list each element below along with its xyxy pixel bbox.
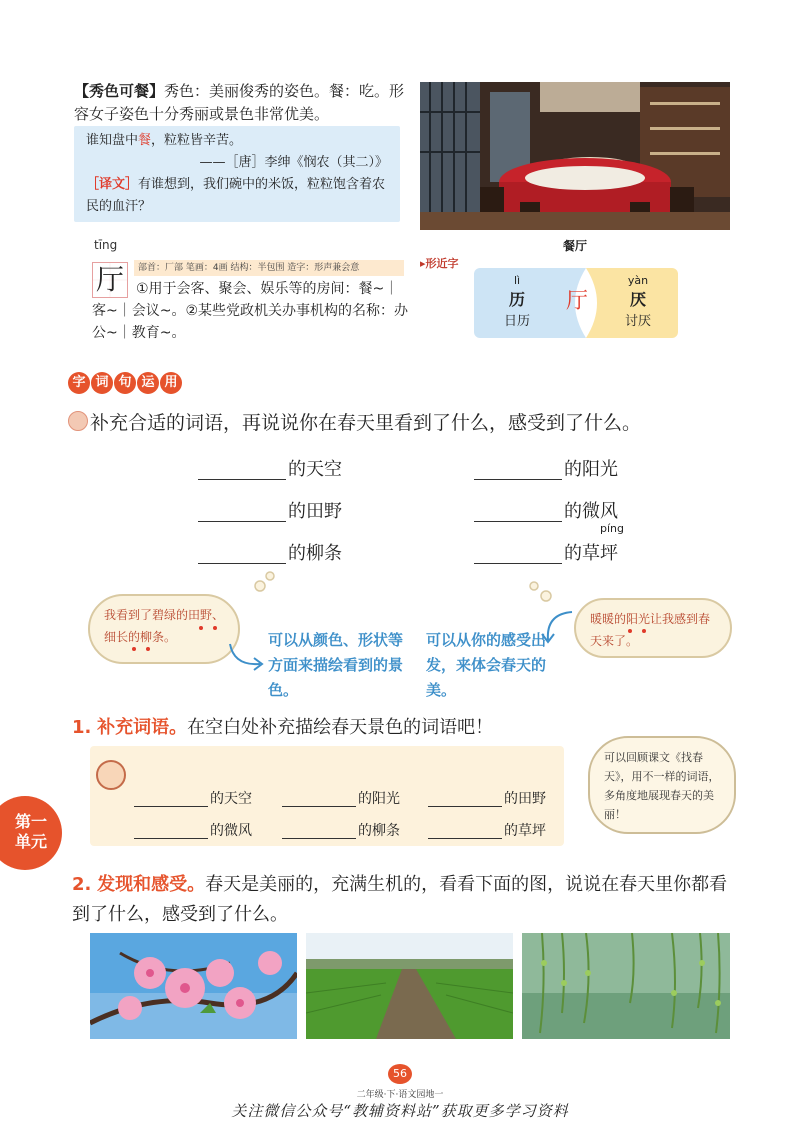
blank-suffix: 的阳光 [358,791,400,807]
blank-suffix: 的草坪 [564,543,618,564]
fill-blank[interactable] [282,788,356,807]
hint-cloud: 可以回顾课文《找春天》，用不一样的词语，多角度地展现春天的美丽！ [588,736,736,834]
unit-tab [0,796,62,870]
emphasis-dot [213,626,217,630]
exercise-heading: 补充词语。 [97,717,188,738]
girl-avatar-icon [96,760,126,790]
fill-blank[interactable] [134,788,208,807]
blank-suffix: 的柳条 [288,543,342,564]
emphasis-dot [146,647,150,651]
fill-blank[interactable] [474,459,562,480]
right-pinyin: yàn [627,274,649,287]
section-title-char: 用 [160,372,182,394]
section-title-char: 句 [114,372,136,394]
footer-book-info: 二年级·下·语文园地一 [356,1090,444,1100]
fill-blank[interactable] [282,820,356,839]
exercise-text: 春天是美丽的，充满生机的，看看下面的图，说说在春天里你都看到了什么，感受到了什么。 [72,874,728,925]
main-question-text: 补充合适的词语，再说说你在春天里看到了什么，感受到了什么。 [90,412,642,434]
cloud-bubble-left: 我看到了碧绿的田野、细长的柳条。 [88,594,240,664]
blank-suffix: 的柳条 [358,823,400,839]
poem-box [74,126,400,222]
thought-dots-icon [526,578,566,604]
page-number: 56 [388,1064,412,1084]
section-title-char: 字 [68,372,90,394]
restaurant-photo [420,82,730,230]
tip-feeling: 可以从你的感受出发，来体会春天的美。 [426,631,547,699]
similar-right [610,268,666,338]
blank-suffix: 的天空 [288,459,342,480]
idiom-definition [74,80,406,126]
photo-caption: 餐厅 [562,239,587,253]
blank-suffix: 的草坪 [504,823,546,839]
fill-blank[interactable] [198,543,286,564]
blank-suffix: 的天空 [210,791,252,807]
exercise-1-title [72,716,493,740]
exercise-number: 1. [72,717,92,738]
poem-line-pre: 谁知盘中 [86,133,139,148]
ear-icon [68,411,88,431]
section-title-char: 运 [137,372,159,394]
footer-watermark: 关注微信公众号“教辅资料站”获取更多学习资料 [231,1102,569,1120]
arrow-icon [536,606,576,646]
section-title [68,371,183,395]
exercise-text: 在空白处补充描绘春天景色的词语吧！ [187,717,494,738]
exercise-heading: 发现和感受。 [97,874,206,895]
poem-highlight: 餐 [138,133,152,148]
idiom-text: 秀色：美丽俊秀的姿色。餐：吃。形容女子姿色十分秀丽或景色非常优美。 [74,82,405,123]
poem-line-post: ，粒粒皆辛苦。 [151,133,243,148]
peach-blossom-photo [90,933,297,1039]
unit-tab-line: 第一 [14,812,47,831]
cloud-bubble-right: 暖暖的阳光让我感到春天来了。 [574,598,732,658]
tip-color-shape: 可以从颜色、形状等方面来描绘看到的景色。 [268,631,404,699]
blank-suffix: 的田野 [288,501,342,522]
char-info: 部首：厂部 笔画：4画 结构：半包围 造字：形声兼会意 [134,260,404,276]
char-pinyin: tīng [94,238,118,252]
similar-left [492,268,542,338]
right-word: 讨厌 [624,314,651,329]
fill-blank[interactable] [428,820,502,839]
emphasis-dot [199,626,203,630]
translation-text: 有谁想到，我们碗中的米饭，粒粒饱含着农民的血汗？ [86,177,386,214]
fill-blank[interactable] [428,788,502,807]
poem-translation [86,174,388,218]
left-pinyin: lì [513,274,521,287]
translation-tag: ［译文］ [86,177,139,192]
blank-suffix: 的阳光 [564,459,618,480]
similar-center-char: 厅 [565,289,588,314]
right-char: 厌 [629,290,646,309]
fill-blank[interactable] [474,543,562,564]
fill-blank[interactable] [198,501,286,522]
emphasis-dot [642,629,646,633]
ping-pinyin: píng [600,522,624,535]
similar-char-tag: ▸形近字 [420,257,459,270]
thought-dots-icon [240,568,280,594]
fill-blank[interactable] [134,820,208,839]
blank-suffix: 的田野 [504,791,546,807]
blank-suffix: 的微风 [210,823,252,839]
unit-tab-line: 单元 [14,832,47,851]
char-definition: ①用于会客、聚会、娱乐等的房间：餐~｜客~｜会议~。②某些党政机关办事机构的名称：办公~｜教育~。 [92,281,409,341]
left-char: 历 [508,290,525,309]
exercise-2-title [72,870,736,930]
green-field-photo [306,933,513,1039]
poem-source: ——［唐］李绅《悯农（其二）》 [199,155,388,170]
exercise-number: 2. [72,874,92,895]
similar-char-card [474,268,678,338]
char-box: 厅 [92,262,128,298]
willow-photo [522,933,730,1039]
fill-blank[interactable] [198,459,286,480]
fill-blank[interactable] [474,501,562,522]
emphasis-dot [628,629,632,633]
emphasis-dot [132,647,136,651]
section-title-char: 词 [91,372,113,394]
arrow-icon [226,640,268,674]
blank-suffix: 的微风 [564,501,618,522]
main-question [68,410,641,436]
left-word: 日历 [503,314,530,329]
poem-line [86,130,388,152]
idiom-tag: 【秀色可餐】 [74,82,165,100]
